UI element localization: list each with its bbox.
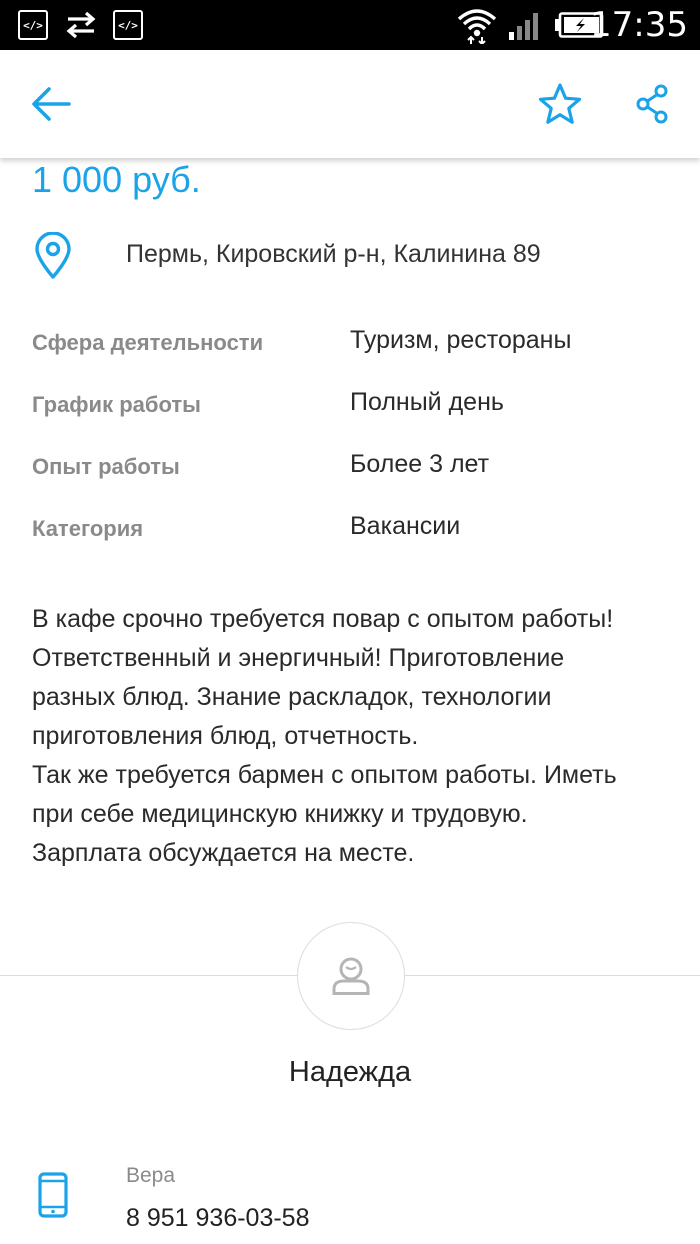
star-outline-icon (537, 82, 583, 126)
share-icon (634, 84, 670, 124)
attribute-label: Категория (32, 516, 144, 541)
user-icon (330, 955, 372, 997)
code-icon: </> (113, 10, 143, 40)
attribute-label: Сфера деятельности (32, 330, 264, 355)
description-line: при себе медицинскую книжку и трудовую. (32, 800, 528, 828)
seller-name: Надежда (288, 1056, 412, 1088)
signal-icon (508, 10, 544, 45)
avatar[interactable] (297, 922, 405, 1030)
description-line: приготовления блюд, отчетность. (32, 722, 419, 750)
address-text: Пермь, Кировский р-н, Калинина 89 (126, 240, 541, 268)
description-line: Так же требуется бармен с опытом работы. Иметь (32, 761, 617, 789)
description-line: Ответственный и энергичный! Приготовление (32, 644, 565, 672)
description-line: Зарплата обсуждается на месте. (32, 839, 415, 867)
attribute-value: Туризм, рестораны (350, 326, 572, 354)
mobile-phone-icon (38, 1172, 68, 1218)
share-button[interactable] (628, 80, 676, 128)
address-row[interactable] (0, 230, 700, 282)
status-bar (0, 0, 700, 50)
description-line: В кафе срочно требуется повар с опытом работы! (32, 605, 614, 633)
price: 1 000 руб. (32, 159, 201, 200)
attributes-list (0, 318, 700, 566)
attribute-row-experience (0, 442, 700, 504)
contact-phone[interactable]: 8 951 936-03-58 (126, 1204, 310, 1232)
clock: 17:35 (590, 5, 688, 45)
description-line: разных блюд. Знание раскладок, технологии (32, 683, 552, 711)
attribute-row-schedule (0, 380, 700, 442)
attribute-row-field (0, 318, 700, 380)
sync-arrows-icon (64, 11, 98, 44)
arrow-left-icon (29, 86, 71, 122)
attribute-value: Более 3 лет (350, 450, 490, 478)
attribute-row-category (0, 504, 700, 566)
back-button[interactable] (26, 80, 74, 128)
favorite-button[interactable] (536, 80, 584, 128)
attribute-value: Вакансии (350, 512, 461, 540)
location-pin-icon (34, 232, 72, 280)
description (32, 600, 682, 873)
attribute-label: График работы (32, 392, 201, 417)
code-icon: </> (18, 10, 48, 40)
wifi-icon (456, 6, 498, 49)
attribute-label: Опыт работы (32, 454, 180, 479)
contact-row[interactable] (0, 1156, 700, 1244)
contact-name: Вера (126, 1164, 176, 1187)
app-bar (0, 50, 700, 158)
attribute-value: Полный день (350, 388, 504, 416)
